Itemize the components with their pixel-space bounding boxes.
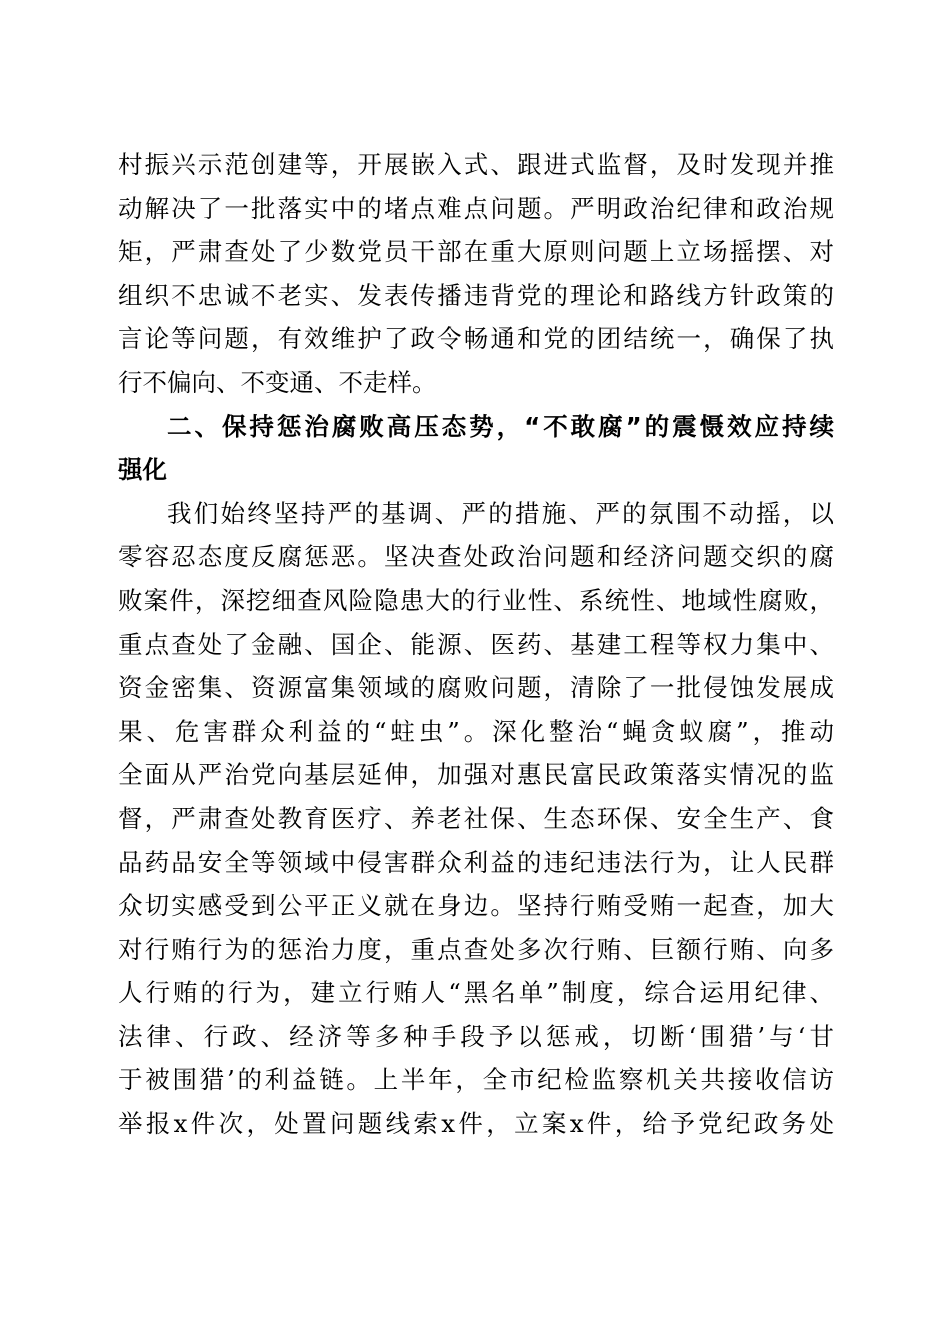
text-line: 众切实感受到公平正义就在身边。坚持行贿受贿一起查，加大 (118, 891, 834, 921)
paragraph-anti-corruption (118, 492, 834, 1146)
text-line: 品药品安全等领域中侵害群众利益的违纪违法行为，让人民群 (118, 847, 834, 877)
text-line: 组织不忠诚不老实、发表传播违背党的理论和路线方针政策的 (118, 280, 834, 310)
text-line: 败案件，深挖细查风险隐患大的行业性、系统性、地域性腐败， (118, 585, 834, 615)
text-line: 重点查处了金融、国企、能源、医药、基建工程等权力集中、 (118, 629, 834, 659)
heading-line: 二、保持惩治腐败高压态势，“不敢腐”的震慑效应持续 (167, 411, 834, 441)
text-line: 果、危害群众利益的“蛀虫”。深化整治“蝇贪蚁腐”，推动 (118, 716, 834, 746)
heading-line: 强化 (118, 455, 167, 485)
paragraph-continued (118, 143, 834, 405)
text-line: 全面从严治党向基层延伸，加强对惠民富民政策落实情况的监 (118, 760, 834, 790)
text-line: 言论等问题，有效维护了政令畅通和党的团结统一，确保了执 (118, 324, 834, 354)
text-line: 资金密集、资源富集领域的腐败问题，清除了一批侵蚀发展成 (118, 673, 834, 703)
text-line: 对行贿行为的惩治力度，重点查处多次行贿、巨额行贿、向多 (118, 934, 834, 964)
text-line: 矩，严肃查处了少数党员干部在重大原则问题上立场摇摆、对 (118, 237, 834, 267)
text-line: 法律、行政、经济等多种手段予以惩戒，切断‘围猎’与‘甘 (118, 1021, 834, 1051)
text-line: 我们始终坚持严的基调、严的措施、严的氛围不动摇，以 (167, 498, 834, 528)
text-line: 村振兴示范创建等，开展嵌入式、跟进式监督，及时发现并推 (118, 150, 834, 179)
text-line: 零容忍态度反腐惩恶。坚决查处政治问题和经济问题交织的腐 (118, 542, 834, 572)
text-line: 行不偏向、不变通、不走样。 (118, 367, 437, 397)
text-line: 于被围猎’的利益链。上半年，全市纪检监察机关共接收信访 (118, 1065, 834, 1095)
text-line: 督，严肃查处教育医疗、养老社保、生态环保、安全生产、食 (118, 803, 834, 833)
section-heading (118, 405, 834, 492)
document-page (118, 143, 834, 1146)
text-line: 动解决了一批落实中的堵点难点问题。严明政治纪律和政治规 (118, 193, 834, 223)
text-line: 人行贿的行为，建立行贿人“黑名单”制度，综合运用纪律、 (118, 978, 834, 1008)
text-line: 举报x件次，处置问题线索x件，立案x件，给予党纪政务处 (118, 1109, 834, 1139)
